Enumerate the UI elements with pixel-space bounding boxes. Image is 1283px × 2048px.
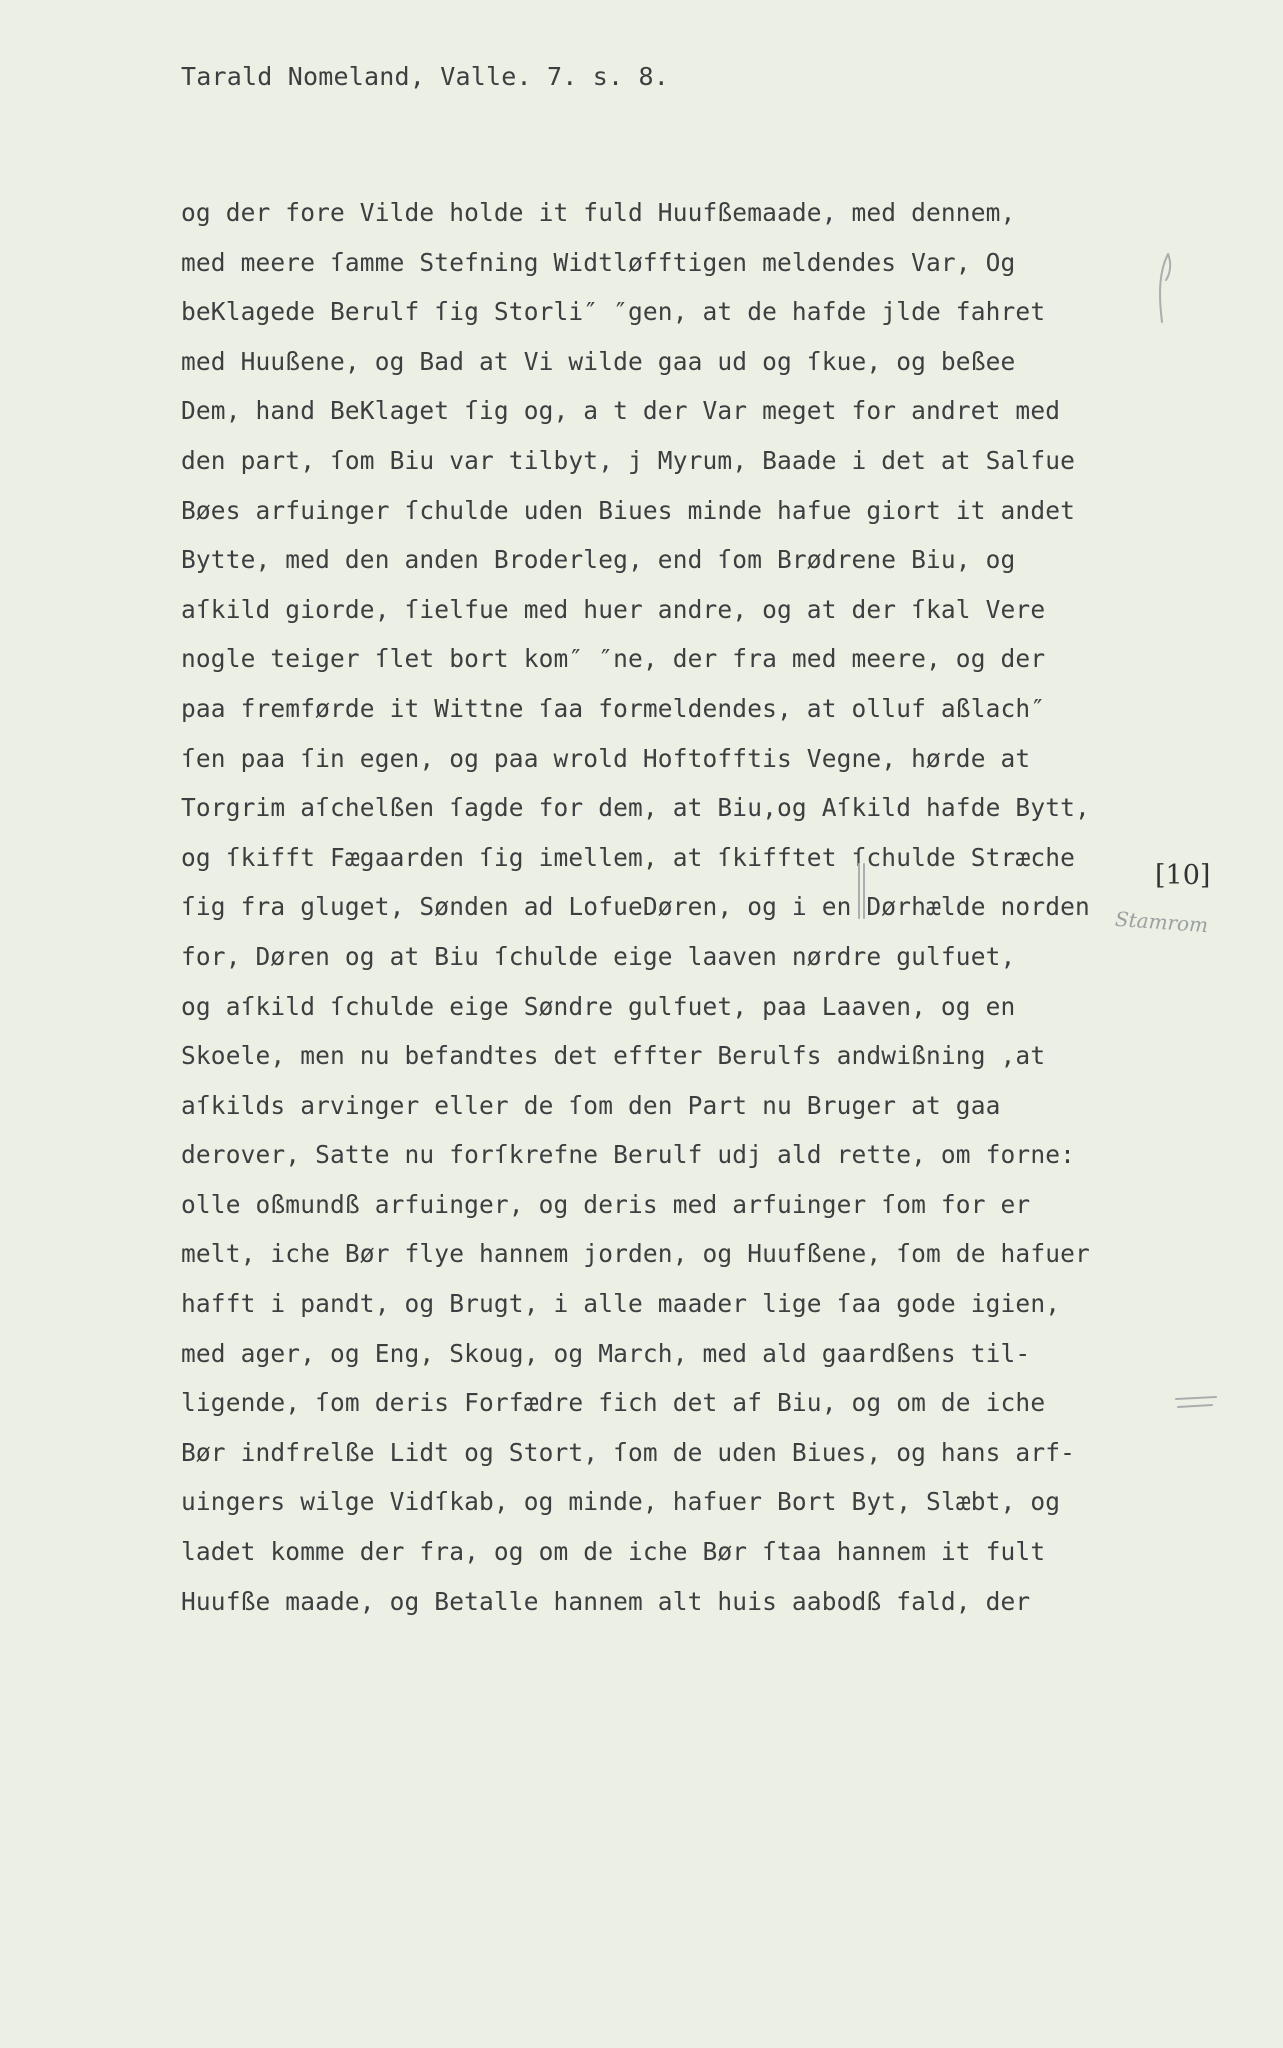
text-line: og aſkild ſchulde eige Søndre gulfuet, paa Laaven, og en bbox=[181, 991, 1016, 1021]
text-line: med meere ſamme Stefning Widtløfftigen meldendes Var, Og bbox=[181, 247, 1016, 277]
transcription-body bbox=[181, 198, 1101, 1636]
text-line: med ager, og Eng, Skoug, og March, med ald gaardßens til- bbox=[181, 1338, 1031, 1368]
text-line: ſig fra gluget, Sønden ad LofueDøren, og i en Dørhælde norden bbox=[181, 892, 1090, 922]
text-line: for, Døren og at Biu ſchulde eige laaven nørdre gulfuet, bbox=[181, 941, 1016, 971]
text-line: Torgrim aſchelßen ſagde for dem, at Biu,og Aſkild hafde Bytt, bbox=[181, 793, 1090, 823]
pencil-divider-mark bbox=[855, 862, 869, 920]
text-line: ladet komme der fra, og om de iche Bør ſtaa hannem it fult bbox=[181, 1537, 1046, 1567]
text-line: nogle teiger ſlet bort kom″ ″ne, der fra med meere, og der bbox=[181, 644, 1046, 674]
text-line: Bøes arfuinger ſchulde uden Biues minde hafue giort it andet bbox=[181, 495, 1076, 525]
pencil-bracket-mark bbox=[1150, 250, 1180, 330]
pencil-margin-note: Stamrom bbox=[1114, 906, 1209, 938]
document-header: Tarald Nomeland, Valle. 7. s. 8. bbox=[181, 62, 670, 91]
text-line: uingers wilge Vidſkab, og minde, hafuer Bort Byt, Slæbt, og bbox=[181, 1487, 1061, 1517]
text-line: ſen paa ſin egen, og paa wrold Hoftofftis Vegne, hørde at bbox=[181, 743, 1031, 773]
page-number-marker: [10] bbox=[1155, 860, 1211, 891]
text-line: beKlagede Berulf ſig Storli″ ″gen, at de hafde jlde fahret bbox=[181, 297, 1046, 327]
text-line: derover, Satte nu forſkrefne Berulf udj ald rette, om forne: bbox=[181, 1140, 1076, 1170]
text-line: Huufße maade, og Betalle hannem alt huis aabodß fald, der bbox=[181, 1586, 1031, 1616]
text-line: den part, ſom Biu var tilbyt, j Myrum, Baade i det at Salfue bbox=[181, 445, 1076, 475]
text-line: paa fremførde it Wittne ſaa formeldendes, at olluf aßlach″ bbox=[181, 693, 1046, 723]
text-line: og der fore Vilde holde it fuld Huufßemaade, med dennem, bbox=[181, 198, 1016, 227]
text-line: og ſkifft Fægaarden ſig imellem, at ſkifftet ſchulde Stræche bbox=[181, 842, 1076, 872]
text-line: melt, iche Bør flye hannem jorden, og Huufßene, ſom de hafuer bbox=[181, 1239, 1090, 1269]
text-line: Skoele, men nu befandtes det effter Berulfs andwißning ,at bbox=[181, 1041, 1046, 1071]
text-line: aſkild giorde, ſielfue med huer andre, og at der ſkal Vere bbox=[181, 594, 1046, 624]
text-line: med Huußene, og Bad at Vi wilde gaa ud og ſkue, og beßee bbox=[181, 346, 1016, 376]
text-line: Bytte, med den anden Broderleg, end ſom Brødrene Biu, og bbox=[181, 545, 1016, 575]
text-line: Bør indfrelße Lidt og Stort, ſom de uden Biues, og hans arf- bbox=[181, 1437, 1076, 1467]
text-line: aſkilds arvinger eller de ſom den Part nu Bruger at gaa bbox=[181, 1090, 1001, 1120]
text-line: hafft i pandt, og Brugt, i alle maader lige ſaa gode igien, bbox=[181, 1289, 1061, 1319]
text-line: Dem, hand BeKlaget ſig og, a t der Var meget for andret med bbox=[181, 396, 1061, 426]
pencil-dash-mark bbox=[1172, 1393, 1222, 1413]
text-line: olle oßmundß arfuinger, og deris med arfuinger ſom for er bbox=[181, 1189, 1031, 1219]
text-line: ligende, ſom deris Forfædre fich det af Biu, og om de iche bbox=[181, 1388, 1046, 1418]
